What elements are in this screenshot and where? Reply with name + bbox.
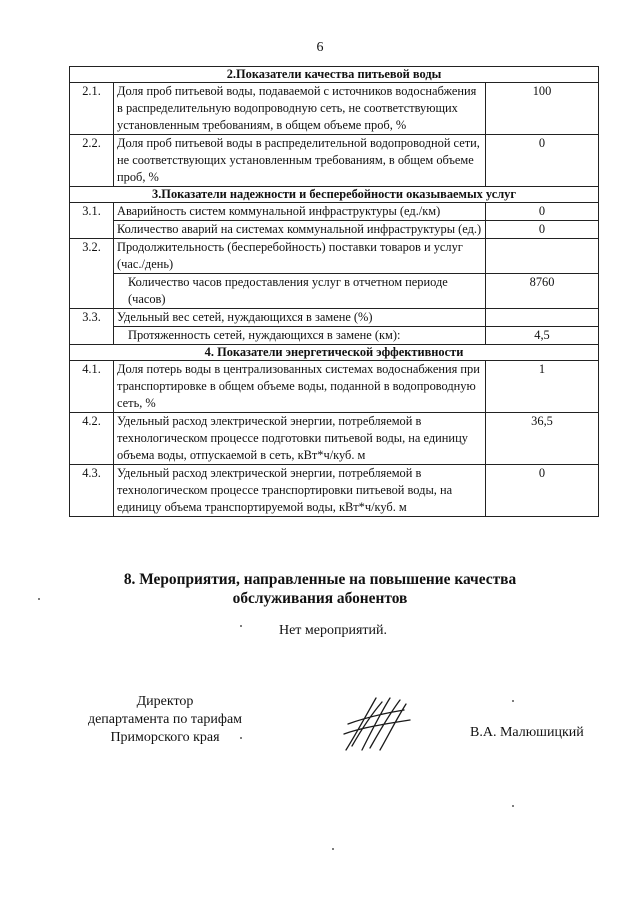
indicator-text: Количество часов предоставления услуг в отчетном периоде (часов) <box>114 274 486 309</box>
row-number: 3.3. <box>70 309 114 345</box>
indicator-value: 8760 <box>486 274 599 309</box>
row-number: 2.2. <box>70 135 114 187</box>
table-row <box>70 203 599 221</box>
indicator-value-empty <box>486 239 599 274</box>
indicator-text: Количество аварий на системах коммунальной инфраструктуры (ед.) <box>114 221 486 239</box>
table-row <box>70 274 599 309</box>
handwritten-signature <box>340 694 412 754</box>
scan-speck <box>512 805 514 807</box>
no-measures-text: Нет мероприятий. <box>278 623 388 638</box>
section-heading-3: 3.Показатели надежности и бесперебойности оказываемых услуг <box>70 187 599 203</box>
table-row <box>70 309 599 327</box>
row-number: 3.2. <box>70 239 114 309</box>
indicator-value: 1 <box>486 361 599 413</box>
position-line: Приморского края <box>110 730 220 745</box>
indicator-value: 0 <box>486 465 599 517</box>
position-line: департамента по тарифам <box>87 712 243 727</box>
scan-speck <box>512 700 514 702</box>
indicators-table <box>69 66 599 517</box>
row-number: 4.1. <box>70 361 114 413</box>
scan-speck <box>240 625 242 627</box>
scan-speck <box>38 598 40 600</box>
indicator-text: Удельный вес сетей, нуждающихся в замене (%) <box>114 309 486 327</box>
section-heading-4: 4. Показатели энергетической эффективности <box>70 345 599 361</box>
section-heading-2: 2.Показатели качества питьевой воды <box>70 67 599 83</box>
page-number: 6 <box>316 40 324 55</box>
indicator-value: 100 <box>486 83 599 135</box>
indicator-value: 0 <box>486 221 599 239</box>
table-row <box>70 361 599 413</box>
scan-speck <box>332 848 334 850</box>
row-number: 2.1. <box>70 83 114 135</box>
indicator-text: Удельный расход электрической энергии, потребляемой в технологическом процессе подготовки питьевой воды, на единицу объема воды, отпускаемой в сеть, кВт*ч/куб. м <box>114 413 486 465</box>
indicator-value: 0 <box>486 203 599 221</box>
table-row <box>70 327 599 345</box>
table-row <box>70 239 599 274</box>
row-number: 4.3. <box>70 465 114 517</box>
table-row <box>70 135 599 187</box>
table-row <box>70 187 599 203</box>
indicator-value: 36,5 <box>486 413 599 465</box>
section-8-heading <box>0 570 640 608</box>
indicator-text: Аварийность систем коммунальной инфраструктуры (ед./км) <box>114 203 486 221</box>
table-row <box>70 83 599 135</box>
signatory-position <box>60 693 270 747</box>
table-row <box>70 345 599 361</box>
table-row <box>70 465 599 517</box>
indicator-text: Доля потерь воды в централизованных системах водоснабжения при транспортировке в общем объеме воды, поданной в водопроводную сеть, % <box>114 361 486 413</box>
table-row <box>70 67 599 83</box>
indicator-value-empty <box>486 309 599 327</box>
indicator-text: Доля проб питьевой воды в распределительной водопроводной сети, не соответствующих установленным требованиям, в общем объеме проб, % <box>114 135 486 187</box>
indicator-value: 4,5 <box>486 327 599 345</box>
section-8-title-line1: 8. Мероприятия, направленные на повышение качества <box>123 571 517 588</box>
row-number: 4.2. <box>70 413 114 465</box>
table-row <box>70 221 599 239</box>
indicator-text: Протяженность сетей, нуждающихся в замене (км): <box>114 327 486 345</box>
section-8-title-line2: обслуживания абонентов <box>232 590 408 607</box>
table-row <box>70 413 599 465</box>
indicator-value: 0 <box>486 135 599 187</box>
signatory-name: В.А. Малюшицкий <box>470 725 584 740</box>
indicator-text: Доля проб питьевой воды, подаваемой с источников водоснабжения в распределительную водопроводную сеть, не соответствующих установленным требованиям, в общем объеме проб, % <box>114 83 486 135</box>
row-number: 3.1. <box>70 203 114 239</box>
scan-speck <box>240 737 242 739</box>
position-line: Директор <box>136 694 194 709</box>
indicator-text: Продолжительность (бесперебойность) поставки товаров и услуг (час./день) <box>114 239 486 274</box>
indicator-text: Удельный расход электрической энергии, потребляемой в технологическом процессе транспортировки питьевой воды, на единицу объема транспортируемой воды, кВт*ч/куб. м <box>114 465 486 517</box>
